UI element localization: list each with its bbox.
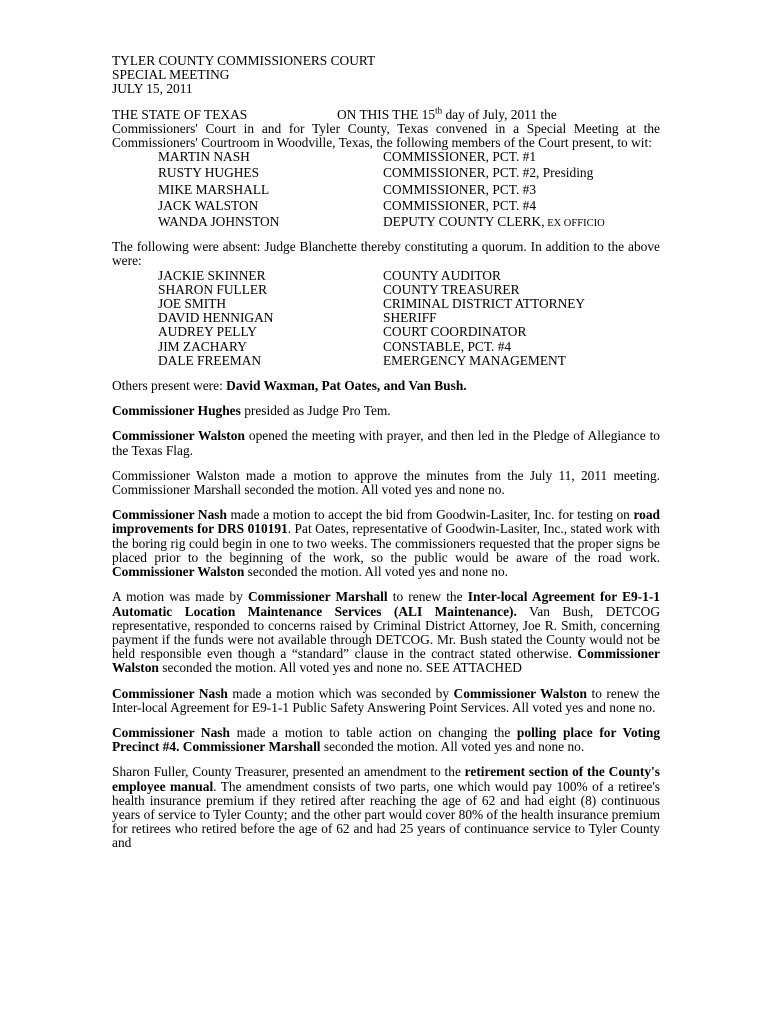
meeting-type: SPECIAL MEETING bbox=[112, 67, 230, 83]
member-row bbox=[112, 150, 660, 166]
presided-paragraph: Commissioner Hughes presided as Judge Pro Tem. bbox=[112, 403, 391, 419]
member-row-name: MIKE MARSHALL bbox=[158, 181, 270, 197]
official-row-title: SHERIFF bbox=[383, 310, 437, 326]
absent-paragraph: The following were absent: Judge Blanchette thereby constituting a quorum. In addition to the above were: bbox=[112, 239, 660, 269]
member-row-title: COMMISSIONER, PCT. #2, Presiding bbox=[383, 165, 594, 181]
official-row-name: AUDREY PELLY bbox=[158, 324, 257, 340]
member-row bbox=[112, 166, 660, 182]
retirement-paragraph: Sharon Fuller, County Treasurer, presented an amendment to the retirement section of the County's employee manual. The amendment consists of two parts, one which would pay 100% of a retiree's health insurance premium if they retired after reaching the age of 62 and had eight (8) continuous years of service to Tyler County; and the other part would cover 80% of the health insurance premium for retirees who retired before the age of 62 and had 25 years of continuance service to Tyler County and bbox=[112, 764, 660, 851]
official-row-title: COUNTY TREASURER bbox=[383, 281, 520, 297]
road-bid-paragraph: Commissioner Nash made a motion to accept the bid from Goodwin-Lasiter, Inc. for testing on road improvements for DRS 010191. Pat Oates, representative of Goodwin-Lasiter, Inc., stated work with the boring rig could begin in one to two weeks. The commissioners requested that the proper signs be placed prior to the beginning of the work, so the public would be aware of the road work. Commissioner Walston seconded the motion. All voted yes and none no. bbox=[112, 507, 660, 580]
official-row bbox=[112, 340, 660, 354]
official-row-title: CONSTABLE, PCT. #4 bbox=[383, 338, 512, 354]
official-row bbox=[112, 297, 660, 311]
member-row-name: WANDA JOHNSTON bbox=[158, 214, 280, 230]
member-row bbox=[112, 183, 660, 199]
official-row bbox=[112, 354, 660, 368]
e911-ali-paragraph: A motion was made by Commissioner Marshall to renew the Inter-local Agreement for E9-1-1 Automatic Location Maintenance Services (ALI Maintenance). Van Bush, DETCOG representative, responded to concerns raised by Criminal District Attorney, Joe R. Smith, concerning payment if the funds were not available through DETCOG. Mr. Bush stated the County would not be held responsible even though a “standard” clause in the contract stated otherwise. Commissioner Walston seconded the motion. All voted yes and none no. SEE ATTACHED bbox=[112, 589, 661, 676]
prayer-paragraph: Commissioner Walston opened the meeting with prayer, and then led in the Pledge of Allegiance to the Texas Flag. bbox=[112, 428, 661, 458]
official-row-name: JOE SMITH bbox=[158, 296, 227, 312]
meeting-date: JULY 15, 2011 bbox=[112, 81, 193, 97]
on-this-text: ON THIS THE 15th day of July, 2011 the bbox=[337, 105, 557, 122]
member-row-title: COMMISSIONER, PCT. #1 bbox=[383, 149, 537, 165]
others-present-paragraph: Others present were: David Waxman, Pat Oates, and Van Bush. bbox=[112, 378, 467, 394]
member-row-name: JACK WALSTON bbox=[158, 197, 259, 213]
member-row-note: EX OFFICIO bbox=[544, 218, 605, 230]
member-row bbox=[112, 199, 660, 215]
official-row-title: EMERGENCY MANAGEMENT bbox=[383, 352, 566, 368]
official-row-title: COUNTY AUDITOR bbox=[383, 267, 501, 283]
document-header bbox=[112, 54, 660, 97]
member-row-name: MARTIN NASH bbox=[158, 149, 250, 165]
official-row-title: COURT COORDINATOR bbox=[383, 324, 527, 340]
official-row bbox=[112, 269, 660, 283]
e911-psap-paragraph: Commissioner Nash made a motion which was seconded by Commissioner Walston to renew the Inter-local Agreement for E9-1-1 Public Safety Answering Point Services. All voted yes and none no. bbox=[112, 685, 660, 715]
official-row-name: DAVID HENNIGAN bbox=[158, 310, 274, 326]
official-row-name: SHARON FULLER bbox=[158, 281, 267, 297]
polling-place-paragraph: Commissioner Nash made a motion to table action on changing the polling place for Voting Precinct #4. Commissioner Marshall seconded the motion. All voted yes and none no. bbox=[112, 724, 661, 755]
member-row-name: RUSTY HUGHES bbox=[158, 165, 260, 181]
member-row-title: DEPUTY COUNTY CLERK, EX OFFICIO bbox=[383, 214, 605, 230]
court-name: TYLER COUNTY COMMISSIONERS COURT bbox=[112, 53, 376, 68]
official-row bbox=[112, 311, 660, 325]
official-row bbox=[112, 325, 660, 339]
official-row-name: JACKIE SKINNER bbox=[158, 267, 266, 283]
member-row-title: COMMISSIONER, PCT. #4 bbox=[383, 197, 537, 213]
official-row-name: JIM ZACHARY bbox=[158, 338, 247, 354]
official-row-name: DALE FREEMAN bbox=[158, 352, 262, 368]
document-page bbox=[112, 54, 660, 862]
official-row-title: CRIMINAL DISTRICT ATTORNEY bbox=[383, 296, 586, 312]
opening-paragraph bbox=[112, 105, 660, 151]
officials-list bbox=[112, 269, 660, 368]
official-row bbox=[112, 283, 660, 297]
members-list bbox=[112, 150, 660, 231]
opening-body: Commissioners' Court in and for Tyler County, Texas convened in a Special Meeting at the Commissioners' Courtroom in Woodville, Texas, the following members of the Court present, to wit: bbox=[112, 120, 660, 151]
state-label: THE STATE OF TEXAS bbox=[112, 106, 248, 122]
member-row bbox=[112, 215, 660, 231]
minutes-paragraph: Commissioner Walston made a motion to approve the minutes from the July 11, 2011 meeting. Commissioner Marshall seconded the motion. All voted yes and none no. bbox=[112, 467, 660, 498]
member-row-title: COMMISSIONER, PCT. #3 bbox=[383, 181, 537, 197]
